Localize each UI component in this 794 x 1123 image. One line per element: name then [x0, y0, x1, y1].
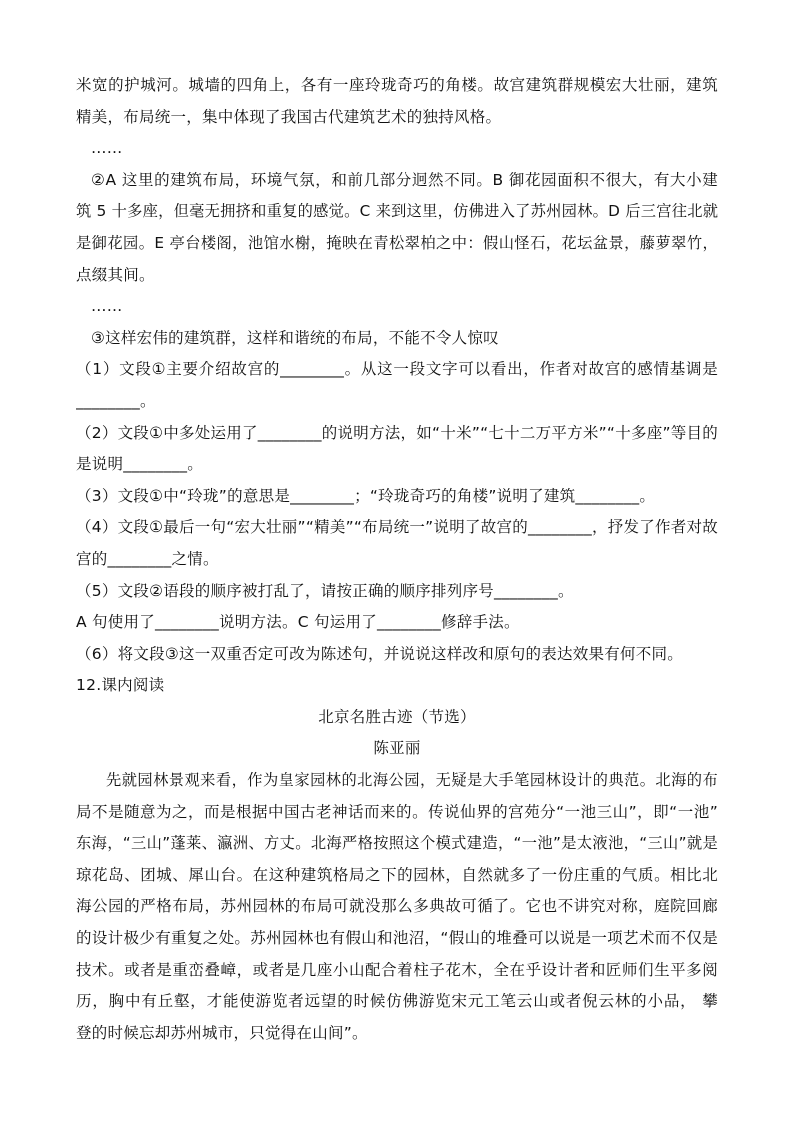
question-5-cont: A 句使用了________说明方法。C 句运用了________修辞手法。 [76, 613, 520, 632]
passage-line: 米宽的护城河。城墙的四角上，各有一座玲珑奇巧的角楼。故宫建筑群规模宏大壮丽，建筑 [76, 76, 718, 94]
section-heading: 12.课内阅读 [76, 676, 165, 695]
question-5: （5）文段②语段的顺序被打乱了，请按正确的顺序排列序号________。 [76, 581, 574, 600]
document-page [76, 70, 718, 1049]
article-line: 的设计极少有重复之处。苏州园林也有假山和池沼，“假山的堆叠可以说是一项艺术而不仅是 [76, 929, 718, 948]
article-line: 登的时候忘却苏州城市，只觉得在山间”。 [76, 1023, 368, 1042]
question-4: （4）文段①最后一句“宏大壮丽”“精美”“布局统一”说明了故宫的________，抒发了作者对故 [76, 518, 718, 537]
passage-line: ②A 这里的建筑布局，环境气氛，和前几部分迥然不同。B 御花园面积不很大，有大小建 [91, 170, 718, 189]
ellipsis: …… [91, 139, 123, 158]
article-author: 陈亚丽 [373, 739, 421, 758]
article-line: 海公园的严格布局，苏州园林的布局可就没那么多典故可循了。它也不讲究对称，庭院回廊 [76, 897, 718, 916]
article-line: 先就园林景观来看，作为皇家园林的北海公园，无疑是大手笔园林设计的典范。北海的布 [106, 771, 718, 790]
question-2-cont: 是说明________。 [76, 455, 204, 474]
passage-line: ③这样宏伟的建筑群，这样和谐统的布局，不能不令人惊叹 [91, 328, 499, 347]
article-line: 技术。或者是重峦叠嶂，或者是几座小山配合着柱子花木，全在乎设计者和匠师们生平多阅 [76, 960, 718, 979]
passage-line: 是御花园。E 亭台楼阁，池馆水榭，掩映在青松翠柏之中：假山怪石，花坛盆景，藤萝翠竹， [76, 233, 718, 252]
article-line: 东海，“三山”蓬莱、瀛洲、方丈。北海严格按照这个模式建造，“一池”是太液池，“三山”就是 [76, 834, 718, 853]
question-2: （2）文段①中多处运用了________的说明方法，如“十米”“七十二万平方米”“十多座”等目的 [76, 423, 718, 442]
question-6: （6）将文段③这一双重否定可改为陈述句，并说说这样改和原句的表达效果有何不同。 [76, 644, 684, 663]
ellipsis: …… [91, 297, 123, 316]
article-line: 琼花岛、团城、犀山台。在这种建筑格局之下的园林，自然就多了一份庄重的气质。相比北 [76, 865, 718, 884]
passage-line: 点缀其间。 [76, 265, 155, 284]
question-1-cont: ________。 [76, 391, 156, 410]
article-line: 历，胸中有丘壑，才能使游览者远望的时候仿佛游览宋元工笔云山或者倪云林的小品， 攀 [76, 992, 718, 1011]
question-1: （1）文段①主要介绍故宫的________。从这一段文字可以看出，作者对故宫的感情基调是 [76, 360, 718, 379]
article-title: 北京名胜古迹（节选） [318, 707, 476, 726]
passage-line: 筑 5 十多座，但毫无拥挤和重复的感觉。C 来到这里，仿佛进入了苏州园林。D 后三宫往北就 [76, 202, 718, 221]
question-4-cont: 宫的________之情。 [76, 549, 219, 568]
passage-line: 精美，布局统一，集中体现了我国古代建筑艺术的独持风格。 [76, 107, 502, 126]
question-3: （3）文段①中“玲珑”的意思是________；“玲珑奇巧的角楼”说明了建筑________。 [76, 486, 656, 505]
article-line: 局不是随意为之，而是根据中国古老神话而来的。传说仙界的宫苑分“一池三山”，即“一池” [76, 802, 718, 821]
